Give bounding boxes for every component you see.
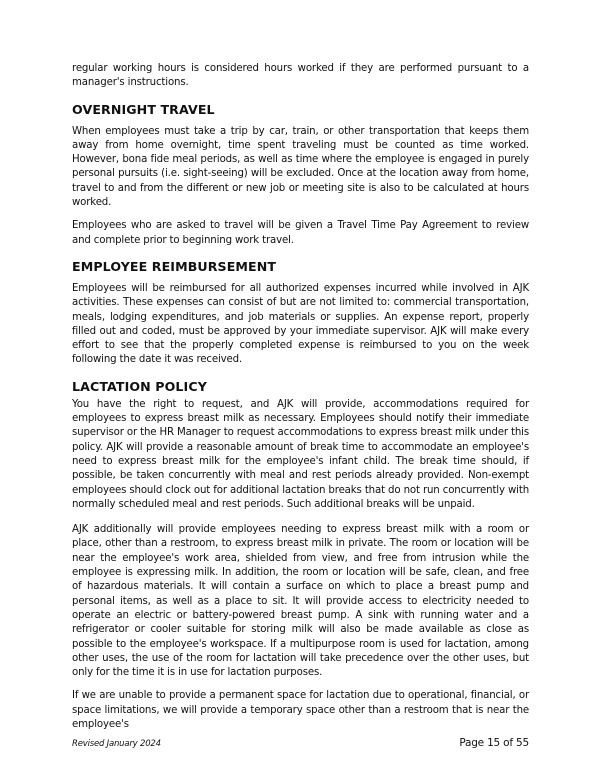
employee-reimbursement-paragraph: Employees will be reimbursed for all authorized expenses incurred while involved in AJK activities. These expenses can consist of but are not limited to: commercial transportation, meals, lodging expenditures, and job materials or supplies. An expense report, properly filled out and coded, must be approved by your immediate supervisor. AJK will make every effort to see that the properly completed expense is reimbursed to you on the week following the date it was received.	[72, 282, 529, 366]
lactation-policy-paragraph-2: AJK additionally will provide employees needing to express breast milk with a room or place, other than a restroom, to express breast milk in private. The room or location will be near the employee's work area, shielded from view, and free from intrusion while the employee is expressing milk. In addition, the room or location will be safe, clean, and free of hazardous materials. It will contain a surface on which to place a breast pump and personal items, as well as a place to sit. It will provide access to electricity needed to operate an electric or battery-powered breast pump. A sink with running water and a refrigerator or cooler suitable for storing milk will also be made available as close as possible to the employee's workspace. If a multipurpose room is used for lactation, among other uses, the use of the room for lactation will take precedence over the other uses, but only for the time it is in use for lactation purposes.	[72, 524, 529, 679]
overnight-travel-paragraph-2: Employees who are asked to travel will be given a Travel Time Pay Agreement to review and complete prior to beginning work travel.	[72, 220, 529, 246]
page-content	[72, 62, 529, 732]
intro-paragraph: regular working hours is considered hours worked if they are performed pursuant to a manager's instructions.	[72, 63, 529, 89]
revision-date: Revised January 2024	[72, 739, 161, 749]
overnight-travel-paragraph-1: When employees must take a trip by car, train, or other transportation that keeps them away from home overnight, time spent traveling must be counted as time worked. However, bona fide meal periods, as well as time where the employee is engaged in purely personal pursuits (i.e. sight-seeing) will be excluded. Once at the location away from home, travel to and from the different or new job or meeting site is also to be calculated at hours worked.	[72, 125, 529, 209]
lactation-policy-paragraph-3: If we are unable to provide a permanent space for lactation due to operational, financial, or space limitations, we will provide a temporary space other than a restroom that is near the employee's	[72, 690, 529, 730]
lactation-policy-paragraph-1: You have the right to request, and AJK will provide, accommodations required for employees to express breast milk as necessary. Employees should notify their immediate supervisor or the HR Manager to request accommodations to express breast milk under this policy. AJK will provide a reasonable amount of break time to accommodate an employee's need to express breast milk for the employee's infant child. The break time should, if possible, be taken concurrently with meal and rest periods already provided. Non-exempt employees should clock out for additional lactation breaks that do not run concurrently with normally scheduled meal and rest periods. Such additional breaks will be unpaid.	[72, 398, 529, 510]
heading-overnight-travel: OVERNIGHT TRAVEL	[72, 101, 215, 117]
page-number: Page 15 of 55	[459, 737, 529, 749]
page-footer	[72, 737, 529, 753]
heading-employee-reimbursement: EMPLOYEE REIMBURSEMENT	[72, 258, 277, 274]
heading-lactation-policy: LACTATION POLICY	[72, 378, 207, 394]
